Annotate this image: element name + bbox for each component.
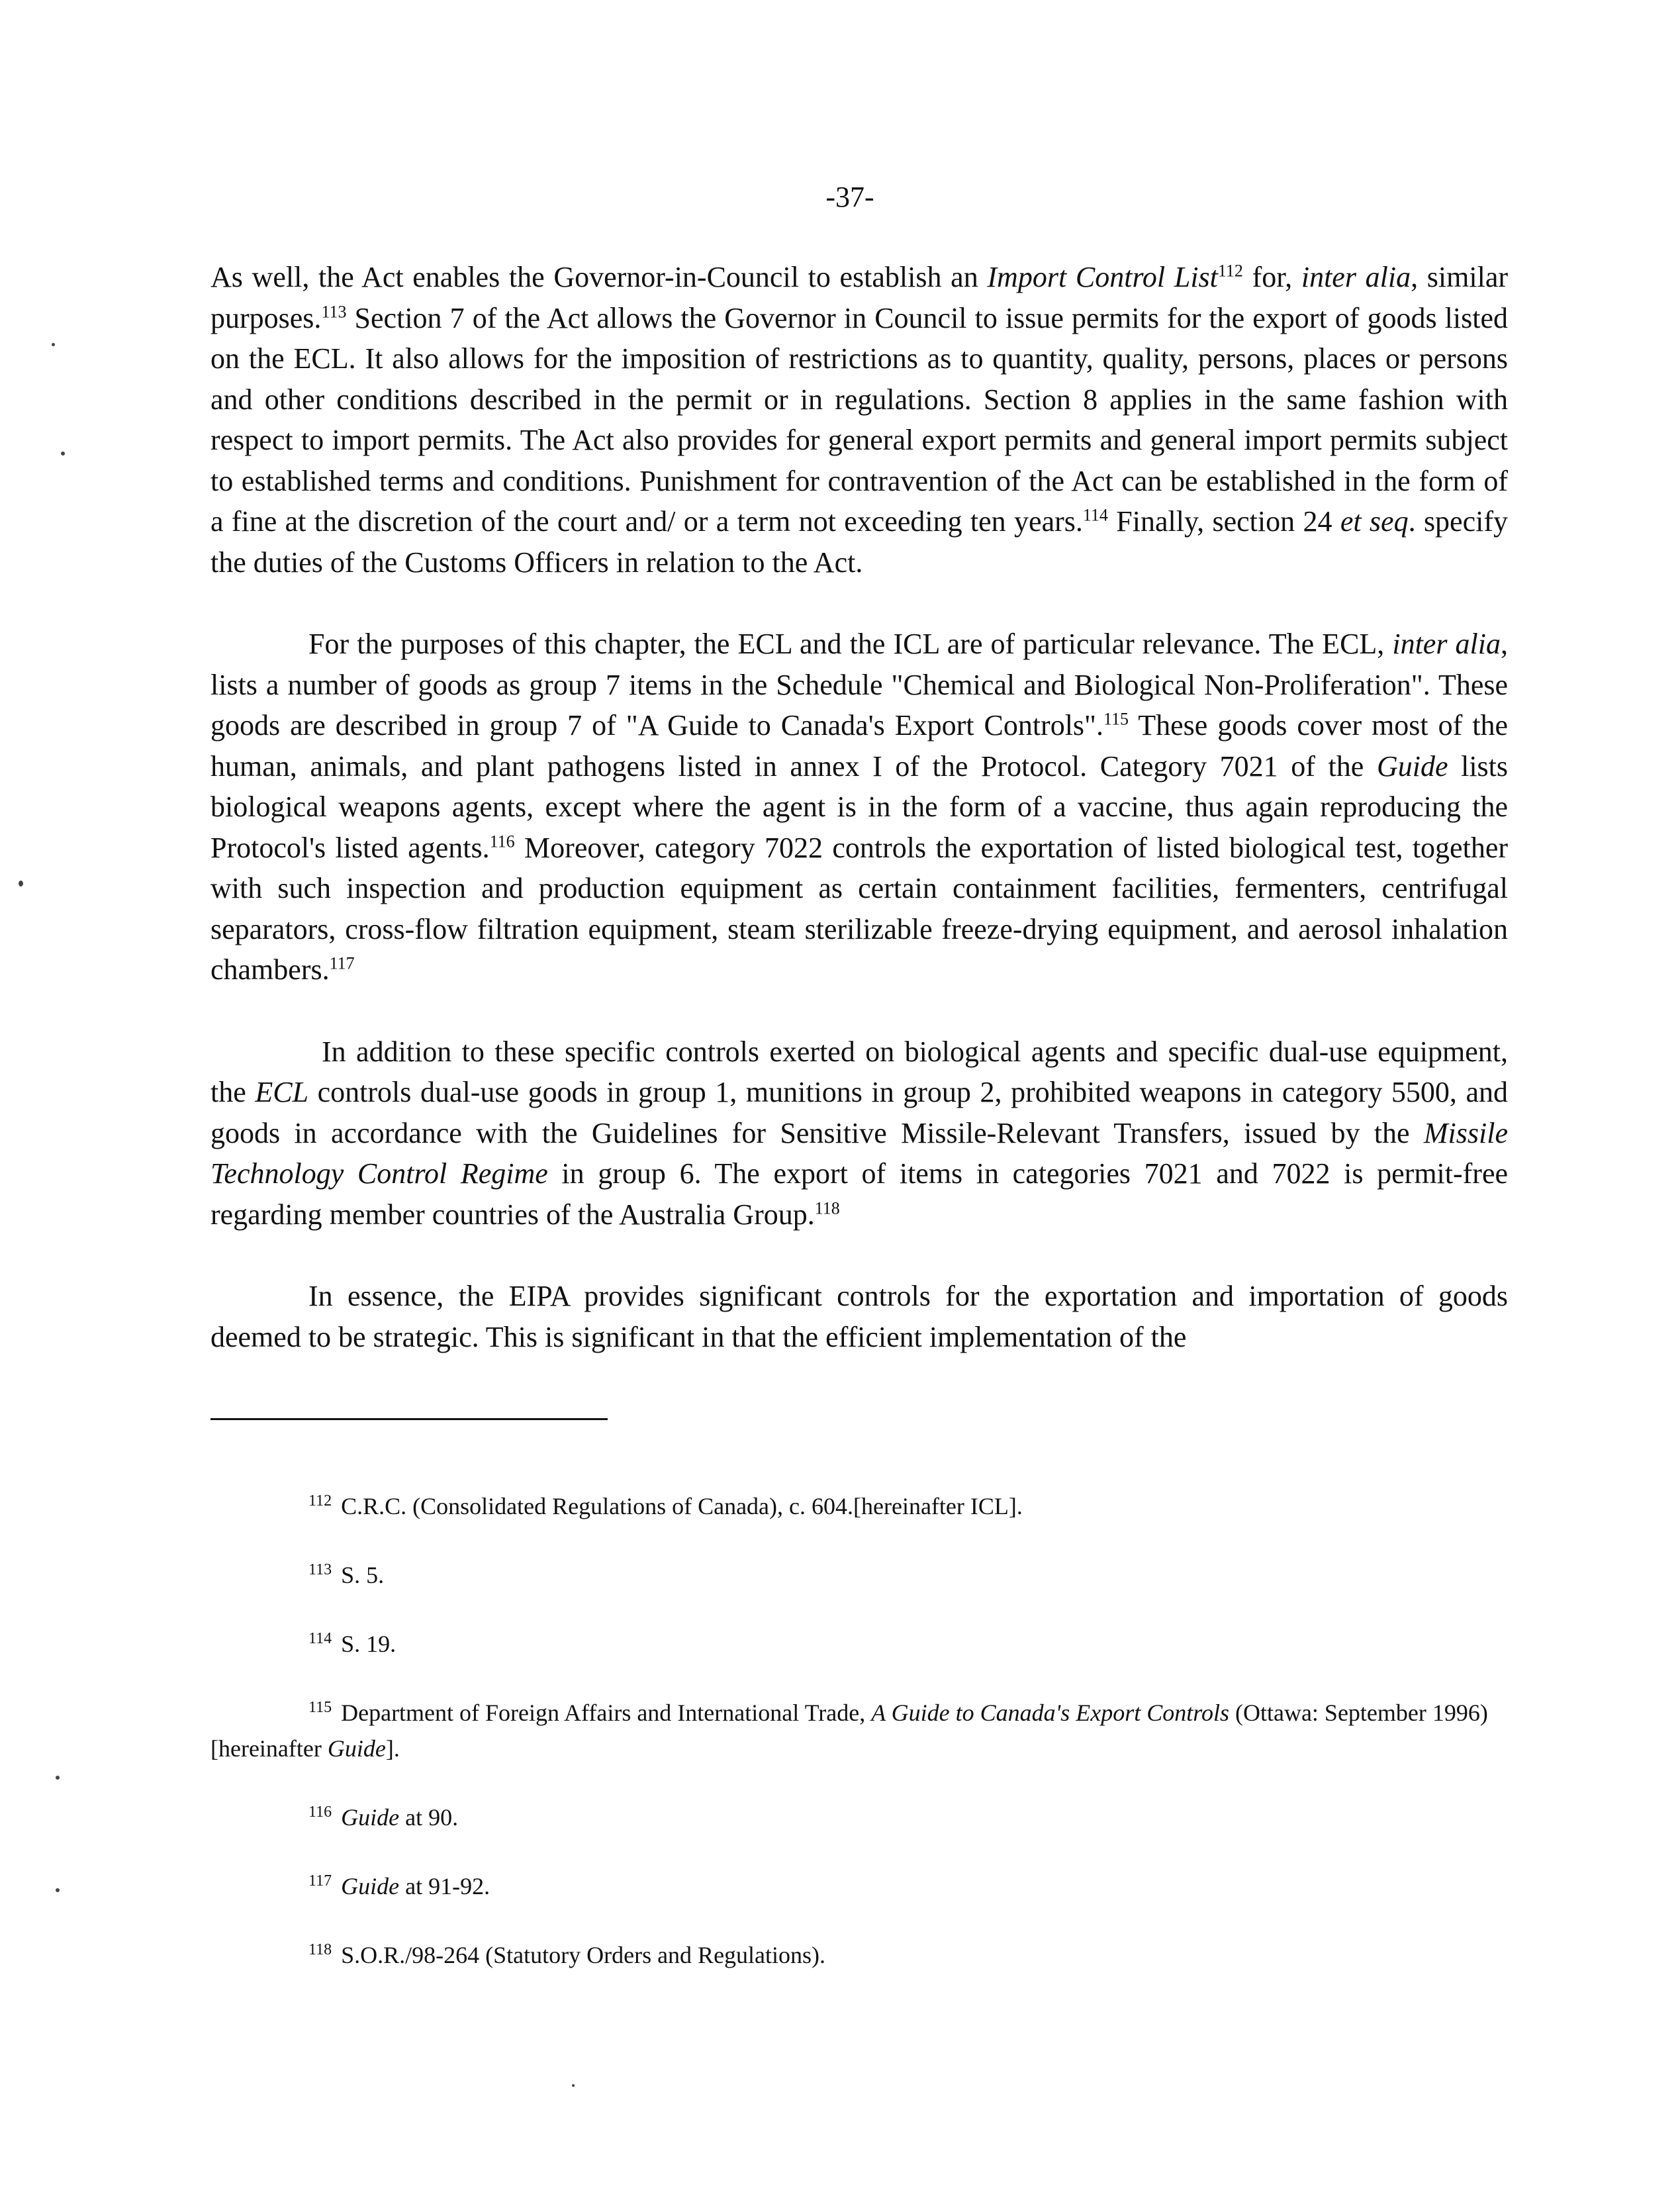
scan-speck [56, 1888, 60, 1892]
italic-text: Guide [341, 1804, 400, 1831]
footnote-116 [210, 1799, 1508, 1835]
footnote-number: 115 [308, 1699, 332, 1716]
text-run: at 90. [399, 1804, 459, 1831]
footnote-ref: 117 [329, 953, 355, 973]
footnote-ref: 118 [814, 1198, 840, 1218]
footnotes [210, 1488, 1508, 2006]
italic-text: Guide [341, 1873, 400, 1899]
footnote-113 [210, 1557, 1508, 1593]
italic-text: Guide [1376, 749, 1448, 783]
text-run: In essence, the EIPA provides significant controls for the exportation and importation of goods deemed to be strategic. This is significant in that the efficient implementation of the [210, 1280, 1508, 1353]
footnote-number: 113 [308, 1561, 332, 1578]
scan-speck [19, 881, 23, 886]
text-run: in group 6. The export of items in categories 7021 and 7022 is permit-free regarding member countries of the Australia Group. [210, 1157, 1509, 1231]
text-run: As well, the Act enables the Governor-in-Council to establish an [210, 261, 988, 293]
scan-speck [56, 1776, 60, 1780]
italic-text: Guide [327, 1735, 386, 1762]
footnote-ref: 116 [489, 831, 515, 851]
text-run: lists biological weapons agents, except where the agent is in the form of a vaccine, thus again reproducing the Protocol's listed agents. [210, 749, 1509, 864]
text-run: Finally, section 24 [1107, 505, 1340, 538]
paragraph-1 [210, 257, 1508, 583]
text-run: ]. [385, 1735, 400, 1762]
text-run: (Ottawa: September 1996) [hereinafter [210, 1700, 1488, 1762]
text-run: C.R.C. (Consolidated Regulations of Canada), c. 604.[hereinafter ICL]. [341, 1493, 1023, 1519]
text-run: S. 19. [341, 1631, 397, 1657]
italic-text: Import Control List [987, 261, 1218, 293]
footnote-112 [210, 1488, 1508, 1524]
footnote-117 [210, 1868, 1508, 1904]
text-run: at 91-92. [399, 1873, 490, 1899]
paragraph-4 [210, 1276, 1508, 1357]
footnote-118 [210, 1937, 1508, 1973]
footnote-114 [210, 1626, 1508, 1662]
italic-text: inter alia [1392, 628, 1501, 660]
italic-text: A Guide to Canada's Export Controls [871, 1700, 1229, 1726]
italic-text: ECL [255, 1076, 309, 1108]
footnote-separator [210, 1418, 608, 1420]
text-run: S.O.R./98-264 (Statutory Orders and Regulations). [341, 1942, 826, 1968]
page-number: -37- [825, 181, 874, 213]
footnote-number: 116 [308, 1803, 332, 1821]
footnote-115 [210, 1695, 1508, 1766]
footnote-ref: 115 [1103, 709, 1129, 729]
scan-speck [61, 452, 65, 455]
text-run: In addition to these specific controls exerted on biological agents and specific dual-use equipment, the [210, 1035, 1508, 1108]
paragraph-3 [210, 1031, 1508, 1235]
italic-text: Missile Technology Control Regime [210, 1116, 1508, 1190]
text-run: Moreover, category 7022 controls the exportation of listed biological test, together with such inspection and production equipment as certain containment facilities, fermenters, centrifugal separators, cross-flow filtration equipment, steam sterilizable freeze-drying equipment, and aerosol inhalation chambers. [210, 831, 1508, 986]
italic-text: et seq [1340, 505, 1409, 538]
footnote-number: 112 [308, 1492, 332, 1509]
footnote-ref: 112 [1217, 261, 1243, 281]
scan-speck [572, 2084, 575, 2087]
text-run: Department of Foreign Affairs and International Trade, [341, 1700, 872, 1726]
footnote-ref: 113 [321, 301, 347, 321]
paragraph-2 [210, 624, 1508, 990]
text-run: Section 7 of the Act allows the Governor in Council to issue permits for the export of goods listed on the ECL. It also allows for the imposition of restrictions as to quantity, quality, persons, places or persons and other conditions described in the permit or in regulations. Section 8 applies in the same fashion with respect to import permits. The Act also provides for general export permits and general import permits subject to established terms and conditions. Punishment for contravention of the Act can be established in the form of a fine at the discretion of the court and/ or a term not exceeding ten years. [210, 301, 1508, 538]
scan-speck [52, 343, 55, 346]
text-run: for, [1242, 261, 1301, 293]
footnote-ref: 114 [1082, 505, 1108, 525]
footnote-number: 118 [308, 1941, 332, 1958]
text-run: , similar purposes. [210, 261, 1509, 334]
text-run: controls dual-use goods in group 1, munitions in group 2, prohibited weapons in category 5500, and goods in accordance with the Guidelines for Sensitive Missile-Relevant Transfers, issued by the [210, 1076, 1508, 1149]
text-run: For the purposes of this chapter, the ECL and the ICL are of particular relevance. The ECL, [308, 628, 1393, 660]
footnote-number: 114 [308, 1630, 332, 1647]
text-run: . specify the duties of the Customs Officers in relation to the Act. [210, 505, 1508, 579]
text-run: S. 5. [341, 1562, 385, 1588]
italic-text: inter alia [1301, 261, 1411, 293]
text-run: , lists a number of goods as group 7 items in the Schedule "Chemical and Biological Non-Proliferation". These goods are described in group 7 of "A Guide to Canada's Export Controls". [210, 628, 1508, 742]
text-run: These goods cover most of the human, animals, and plant pathogens listed in annex I of the Protocol. Category 7021 of the [210, 709, 1508, 783]
footnote-number: 117 [308, 1872, 332, 1890]
body-text [210, 257, 1508, 1398]
